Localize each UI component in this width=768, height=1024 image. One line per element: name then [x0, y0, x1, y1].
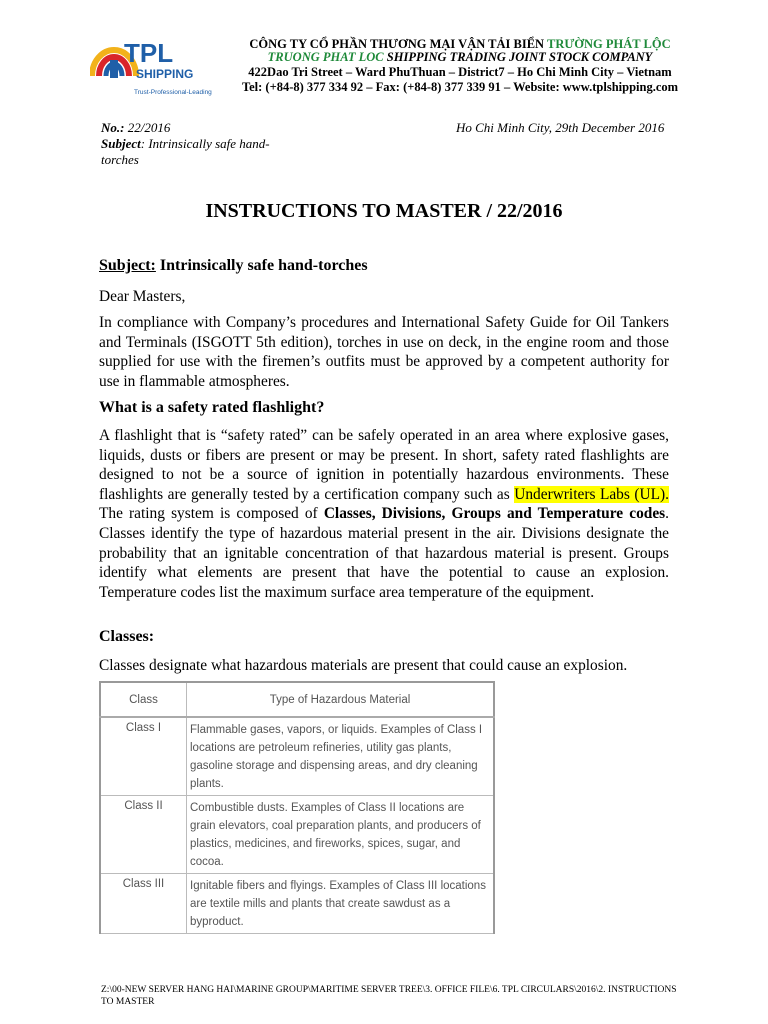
heading-classes: Classes: — [99, 628, 155, 645]
cell-class: Class I — [100, 717, 187, 796]
cell-desc: Ignitable fibers and flyings. Examples of Class III locations are textile mills and plants that create sawdust as a byproduct. — [187, 874, 495, 934]
cell-class: Class II — [100, 796, 187, 874]
reference-number: No.: 22/2016 — [101, 120, 171, 135]
classes-table — [99, 681, 495, 934]
cell-desc: Combustible dusts. Examples of Class II locations are grain elevators, coal preparation plants, and producers of plastics, medicines, and fireworks, spices, sugar, and cocoa. — [187, 796, 495, 874]
logo-subtext: SHIPPING — [136, 67, 194, 81]
cell-class: Class III — [100, 874, 187, 934]
company-address: 422Dao Tri Street – Ward PhuThuan – District7 – Ho Chi Minh City – Vietnam — [248, 65, 672, 79]
paragraph-classes: Classes designate what hazardous materials are present that could cause an explosion. — [99, 657, 628, 674]
paragraph-safety-rated: A flashlight that is “safety rated” can be safely operated in an area where explosive gases, liquids, dusts or fibers are present or may be present. In short, safety rated flashlights are designed to not be a source of ignition in potentially hazardous environments. These flashlights are generally tested by a certification company such as Underwriters Labs (UL). The rating system is composed of Classes, Divisions, Groups and Temperature codes. Classes identify the type of hazardous material present in the air. Divisions designate the probability that an ignitable concentration of that hazardous material is present. Groups identify what elements are present that have the potential to cause an explosion. Temperature codes list the maximum surface area temperature of the equipment. — [99, 427, 670, 601]
company-logo — [90, 36, 220, 98]
table-row — [100, 796, 494, 874]
paragraph-compliance: In compliance with Company’s procedures and International Safety Guide for Oil Tankers and Terminals (ISGOTT 5th edition), torches in use on deck, in the engine room and those supplied for use with the firemen’s outfits must be approved by a competent authority for use in flammable atmospheres. — [99, 314, 669, 390]
document-date: Ho Chi Minh City, 29th December 2016 — [456, 120, 665, 135]
table-row — [100, 874, 494, 934]
highlight-ul: Underwriters Labs (UL). — [514, 485, 669, 503]
logo-text: TPL — [124, 38, 174, 68]
cell-desc: Flammable gases, vapors, or liquids. Examples of Class I locations are petroleum refineries, utility gas plants, gasoline storage and dispensing areas, and dry cleaning plants. — [187, 717, 495, 796]
logo-tagline: Trust-Professional-Leading — [134, 89, 212, 96]
company-contact: Tel: (+84-8) 377 334 92 – Fax: (+84-8) 377 339 91 – Website: www.tplshipping.com — [241, 80, 679, 94]
document-title: INSTRUCTIONS TO MASTER / 22/2016 — [205, 200, 563, 222]
company-name-en: TRUONG PHAT LOC SHIPPING TRADING JOINT STOCK COMPANY — [267, 50, 653, 64]
header-type: Type of Hazardous Material — [187, 682, 495, 717]
footer-filepath: Z:\00-NEW SERVER HANG HAI\MARINE GROUP\MARITIME SERVER TREE\3. OFFICE FILE\6. TPL CIRCULARS\2016\2. INSTRUCTIONS TO MASTER — [101, 985, 677, 1007]
table-header-row — [100, 682, 494, 717]
table-row — [100, 717, 494, 796]
company-name-vn: CÔNG TY CỔ PHẦN THƯƠNG MẠI VẬN TẢI BIỂN TRƯỜNG PHÁT LỘC — [249, 37, 671, 51]
header-class: Class — [100, 682, 187, 717]
heading-safety-rated: What is a safety rated flashlight? — [99, 399, 325, 416]
greeting: Dear Masters, — [99, 288, 186, 305]
reference-subject: Subject: Intrinsically safe hand-torches — [101, 136, 270, 167]
subject-line: Subject: Intrinsically safe hand-torches — [99, 257, 368, 274]
